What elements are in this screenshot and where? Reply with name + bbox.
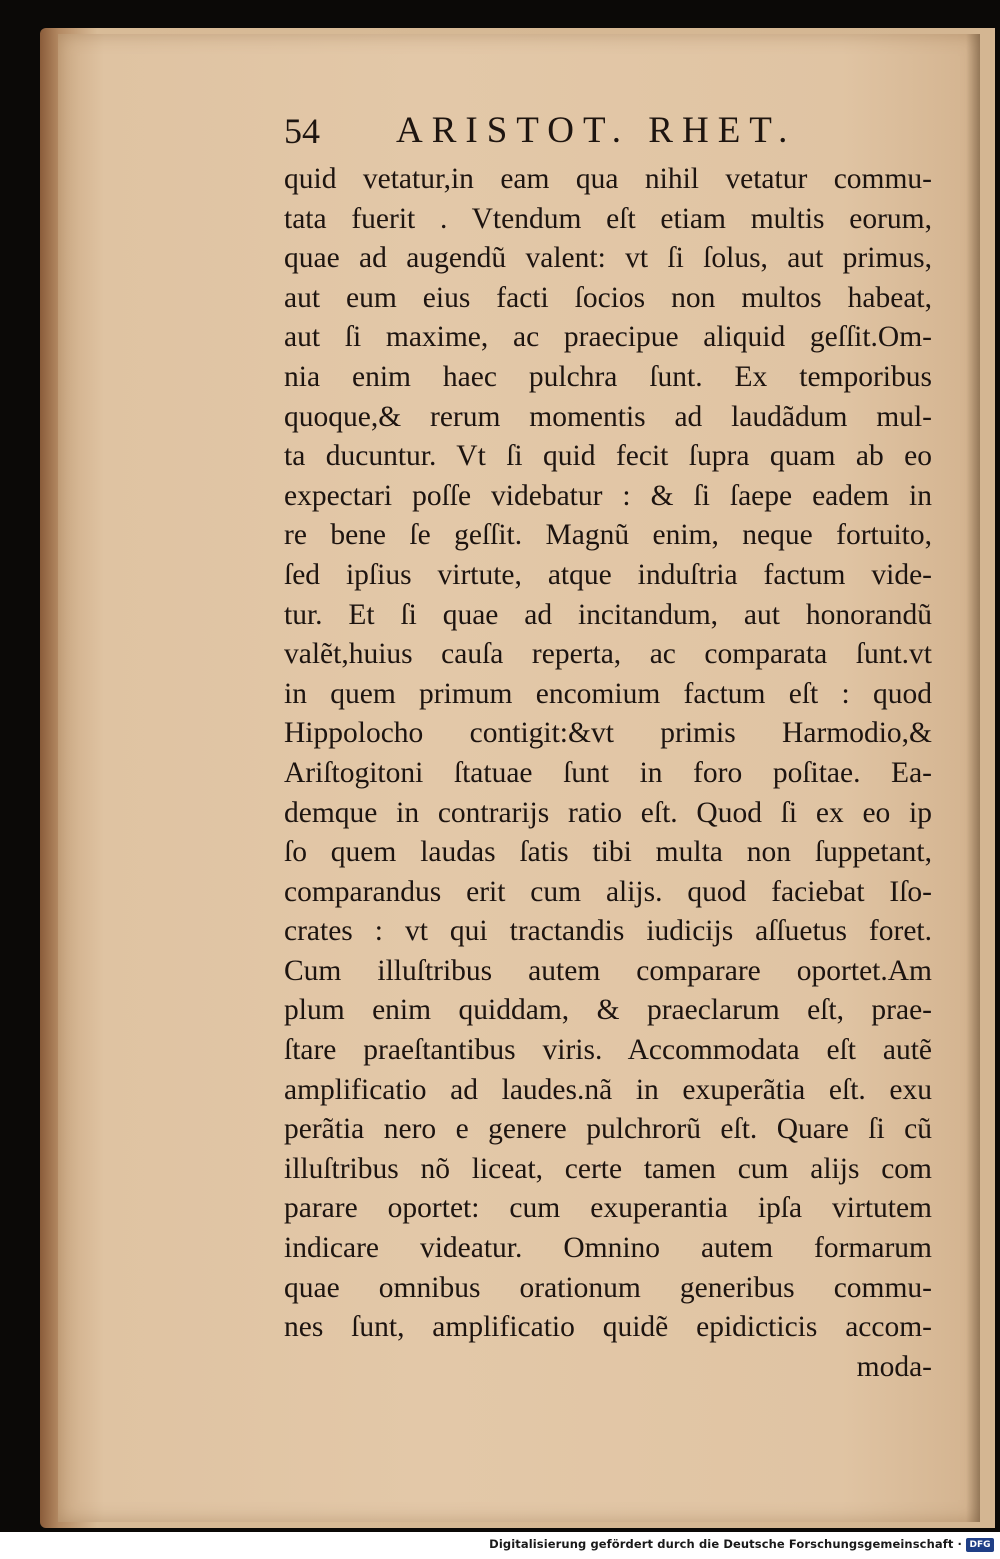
text-line: ſo quem laudas ſatis tibi multa non ſuppetant, bbox=[284, 836, 932, 869]
text-line: perãtia nero e genere pulchrorũ eſt. Quare ſi cũ bbox=[284, 1113, 932, 1146]
text-line: Cum illuſtribus autem comparare oportet.Am bbox=[284, 954, 932, 987]
text-line: quoque,& rerum momentis ad laudãdum mul- bbox=[284, 400, 932, 433]
text-line: indicare videatur. Omnino autem formarum bbox=[284, 1232, 932, 1265]
text-line: tata fuerit . Vtendum eſt etiam multis eorum, bbox=[284, 202, 932, 235]
text-line: comparandus erit cum alijs. quod faciebat Iſo- bbox=[284, 875, 932, 908]
text-line: ſed ipſius virtute, atque induſtria factum vide- bbox=[284, 558, 932, 591]
text-line: ta ducuntur. Vt ſi quid fecit ſupra quam ab eo bbox=[284, 440, 932, 473]
text-line: illuſtribus nõ liceat, certe tamen cum alijs com bbox=[284, 1152, 932, 1185]
text-line: expectari poſſe videbatur : & ſi ſaepe eadem in bbox=[284, 479, 932, 512]
text-line: quae omnibus orationum generibus commu- bbox=[284, 1271, 932, 1304]
text-line: in quem primum encomium factum eſt : quod bbox=[284, 677, 932, 710]
running-head: ARISTOT. RHET. bbox=[396, 110, 797, 151]
text-line: aut ſi maxime, ac praecipue aliquid geſſit.Om- bbox=[284, 321, 932, 354]
text-line: crates : vt qui tractandis iudicijs aſſuetus foret. bbox=[284, 915, 932, 948]
page-number: 54 bbox=[284, 111, 320, 151]
text-line: quae ad augendũ valent: vt ſi ſolus, aut primus, bbox=[284, 242, 932, 275]
text-line: ſtare praeſtantibus viris. Accommodata eſt autẽ bbox=[284, 1034, 932, 1067]
text-line: demque in contrarijs ratio eſt. Quod ſi ex eo ip bbox=[284, 796, 932, 829]
text-line: amplificatio ad laudes.nã in exuperãtia eſt. exu bbox=[284, 1073, 932, 1106]
dfg-logo-icon: DFG bbox=[966, 1538, 994, 1552]
catchword: moda- bbox=[856, 1350, 932, 1383]
page-gutter-shadow bbox=[966, 34, 980, 1522]
text-line: parare oportet: cum exuperantia ipſa virtutem bbox=[284, 1192, 932, 1225]
digitization-footer bbox=[0, 1532, 1000, 1559]
text-line: plum enim quiddam, & praeclarum eſt, prae- bbox=[284, 994, 932, 1027]
footer-credit: Digitalisierung gefördert durch die Deutsche Forschungsgemeinschaft · bbox=[489, 1537, 962, 1551]
text-line: Ariſtogitoni ſtatuae ſunt in foro poſitae. Ea- bbox=[284, 756, 932, 789]
body-text bbox=[284, 160, 932, 1387]
text-line: re bene ſe geſſit. Magnũ enim, neque fortuito, bbox=[284, 519, 932, 552]
text-line: nia enim haec pulchra ſunt. Ex temporibus bbox=[284, 360, 932, 393]
page-header bbox=[284, 106, 844, 156]
text-line: quid vetatur,in eam qua nihil vetatur commu- bbox=[284, 163, 932, 195]
text-line: aut eum eius facti ſocios non multos habeat, bbox=[284, 281, 932, 314]
text-line: tur. Et ſi quae ad incitandum, aut honorandũ bbox=[284, 598, 932, 631]
text-line: valẽt,huius cauſa reperta, ac comparata ſunt.vt bbox=[284, 638, 932, 671]
text-line: nes ſunt, amplificatio quidẽ epidicticis accom- bbox=[284, 1311, 932, 1344]
text-line: Hippolocho contigit:&vt primis Harmodio,& bbox=[284, 717, 932, 750]
